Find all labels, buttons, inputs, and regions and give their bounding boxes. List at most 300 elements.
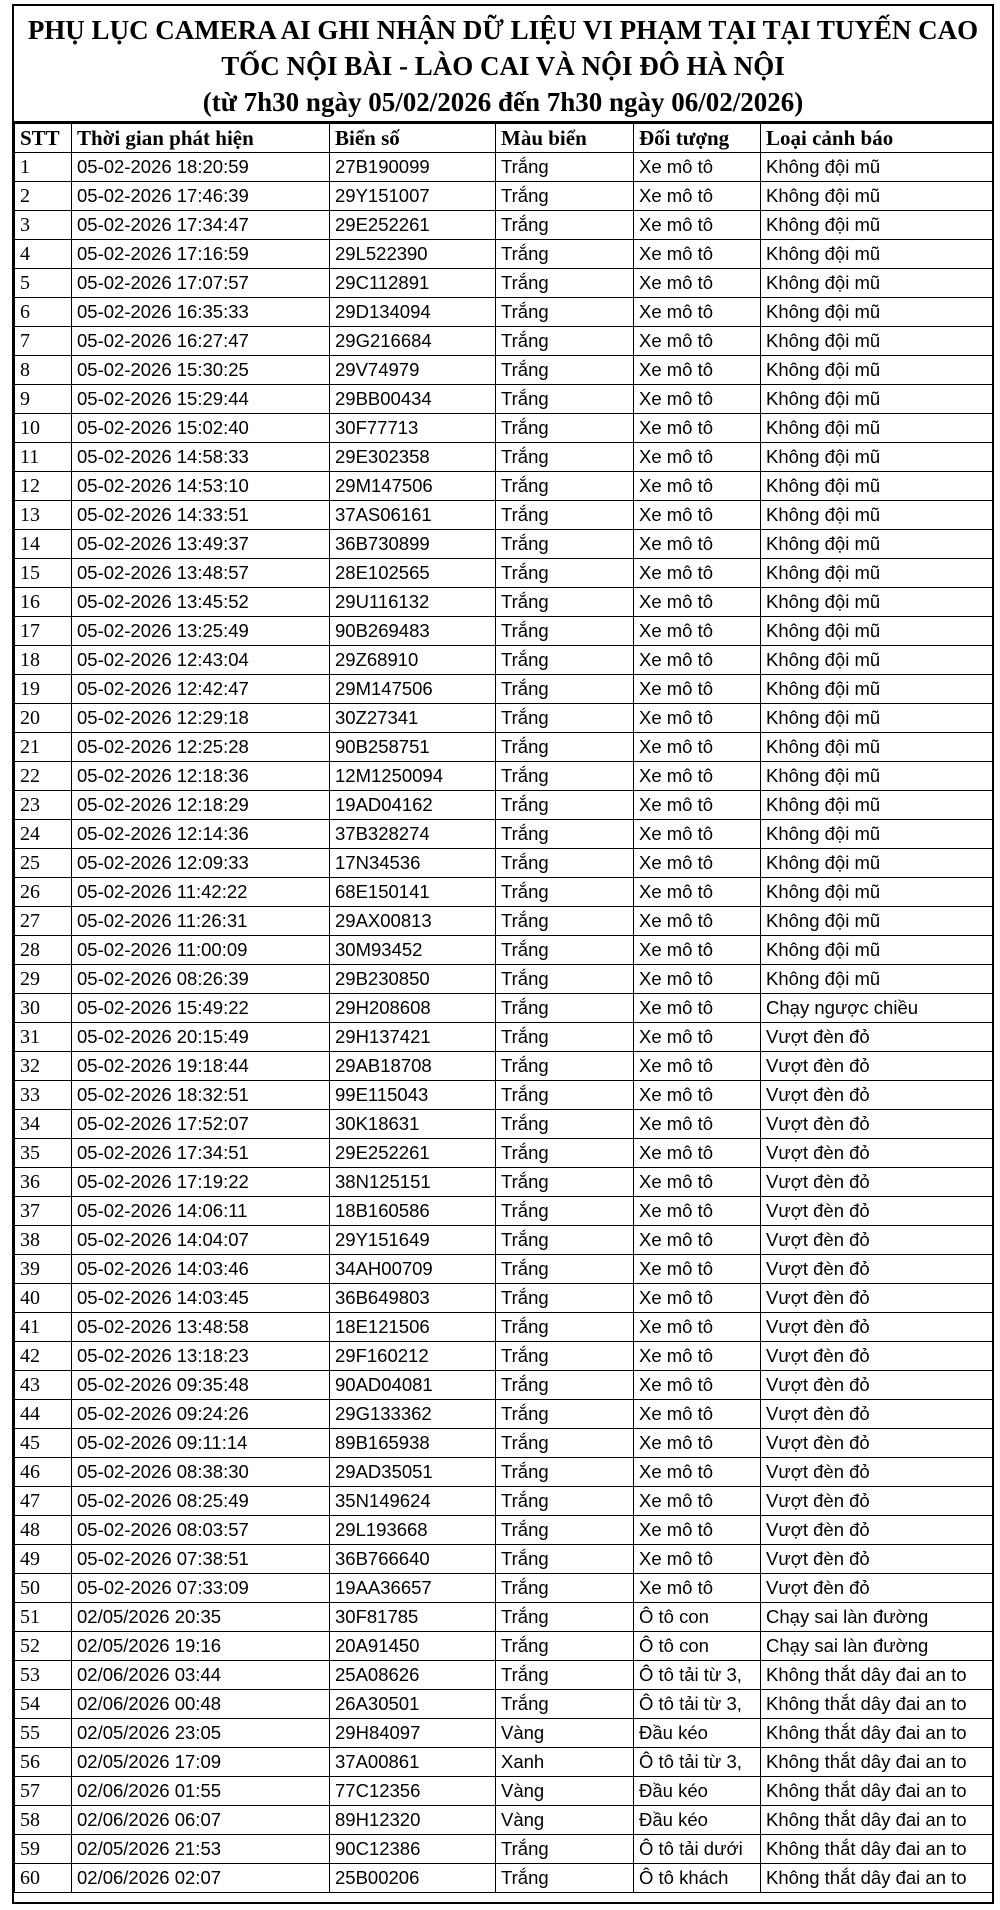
cell-plate-color: Trắng (496, 733, 634, 762)
cell-vehicle-type: Xe mô tô (634, 733, 761, 762)
cell-vehicle-type: Xe mô tô (634, 1139, 761, 1168)
header-plate-number: Biển số (330, 124, 496, 153)
table-row (15, 530, 993, 559)
cell-vehicle-type: Xe mô tô (634, 211, 761, 240)
table-row (15, 704, 993, 733)
cell-vehicle-type: Ô tô tải dưới (634, 1835, 761, 1864)
cell-plate-number: 90B258751 (330, 733, 496, 762)
cell-vehicle-type: Ô tô khách (634, 1864, 761, 1893)
cell-detection-time: 05-02-2026 16:27:47 (72, 327, 330, 356)
cell-warning-type: Vượt đèn đỏ (761, 1052, 993, 1081)
table-row (15, 1342, 993, 1371)
cell-stt: 10 (15, 414, 72, 443)
cell-stt: 38 (15, 1226, 72, 1255)
cell-plate-color: Trắng (496, 907, 634, 936)
cell-plate-color: Trắng (496, 617, 634, 646)
cell-stt: 14 (15, 530, 72, 559)
cell-plate-number: 26A30501 (330, 1690, 496, 1719)
cell-warning-type: Vượt đèn đỏ (761, 1371, 993, 1400)
cell-plate-number: 25B00206 (330, 1864, 496, 1893)
cell-plate-color: Trắng (496, 530, 634, 559)
cell-stt: 17 (15, 617, 72, 646)
cell-vehicle-type: Xe mô tô (634, 385, 761, 414)
cell-vehicle-type: Ô tô con (634, 1603, 761, 1632)
cell-warning-type: Không thắt dây đai an to (761, 1748, 993, 1777)
cell-vehicle-type: Xe mô tô (634, 1081, 761, 1110)
cell-plate-number: 20A91450 (330, 1632, 496, 1661)
table-row (15, 791, 993, 820)
cell-stt: 53 (15, 1661, 72, 1690)
cell-warning-type: Vượt đèn đỏ (761, 1400, 993, 1429)
table-row (15, 153, 993, 182)
table-row (15, 1574, 993, 1603)
cell-detection-time: 05-02-2026 08:38:30 (72, 1458, 330, 1487)
table-row (15, 443, 993, 472)
cell-warning-type: Không đội mũ (761, 878, 993, 907)
cell-warning-type: Không thắt dây đai an to (761, 1835, 993, 1864)
title-line-2: TỐC NỘI BÀI - LÀO CAI VÀ NỘI ĐÔ HÀ NỘI (221, 51, 785, 81)
cell-stt: 27 (15, 907, 72, 936)
table-row (15, 1603, 993, 1632)
cell-plate-number: 25A08626 (330, 1661, 496, 1690)
cell-stt: 11 (15, 443, 72, 472)
cell-plate-number: 29E252261 (330, 211, 496, 240)
cell-plate-number: 29Z68910 (330, 646, 496, 675)
cell-warning-type: Vượt đèn đỏ (761, 1197, 993, 1226)
cell-detection-time: 02/05/2026 21:53 (72, 1835, 330, 1864)
table-row (15, 820, 993, 849)
cell-plate-color: Trắng (496, 559, 634, 588)
cell-plate-color: Vàng (496, 1777, 634, 1806)
cell-plate-color: Trắng (496, 1487, 634, 1516)
cell-plate-color: Trắng (496, 1110, 634, 1139)
cell-detection-time: 05-02-2026 13:25:49 (72, 617, 330, 646)
cell-stt: 15 (15, 559, 72, 588)
cell-stt: 57 (15, 1777, 72, 1806)
cell-detection-time: 05-02-2026 11:42:22 (72, 878, 330, 907)
cell-plate-color: Trắng (496, 1168, 634, 1197)
cell-warning-type: Không đội mũ (761, 617, 993, 646)
cell-plate-number: 19AD04162 (330, 791, 496, 820)
cell-plate-color: Trắng (496, 1052, 634, 1081)
cell-vehicle-type: Xe mô tô (634, 298, 761, 327)
cell-detection-time: 05-02-2026 17:34:51 (72, 1139, 330, 1168)
cell-vehicle-type: Xe mô tô (634, 182, 761, 211)
cell-warning-type: Chạy sai làn đường (761, 1632, 993, 1661)
table-row (15, 356, 993, 385)
cell-vehicle-type: Xe mô tô (634, 1313, 761, 1342)
cell-vehicle-type: Xe mô tô (634, 501, 761, 530)
cell-detection-time: 05-02-2026 09:35:48 (72, 1371, 330, 1400)
cell-plate-color: Vàng (496, 1806, 634, 1835)
cell-plate-color: Trắng (496, 153, 634, 182)
table-row (15, 1429, 993, 1458)
table-row (15, 1835, 993, 1864)
cell-vehicle-type: Xe mô tô (634, 675, 761, 704)
cell-plate-color: Trắng (496, 327, 634, 356)
cell-warning-type: Không đội mũ (761, 414, 993, 443)
cell-vehicle-type: Xe mô tô (634, 1023, 761, 1052)
cell-plate-number: 29H208608 (330, 994, 496, 1023)
cell-stt: 32 (15, 1052, 72, 1081)
table-row (15, 1458, 993, 1487)
cell-detection-time: 05-02-2026 12:29:18 (72, 704, 330, 733)
cell-plate-color: Trắng (496, 1255, 634, 1284)
cell-vehicle-type: Xe mô tô (634, 443, 761, 472)
cell-vehicle-type: Xe mô tô (634, 1516, 761, 1545)
cell-detection-time: 05-02-2026 13:18:23 (72, 1342, 330, 1371)
cell-warning-type: Không thắt dây đai an to (761, 1690, 993, 1719)
cell-vehicle-type: Xe mô tô (634, 530, 761, 559)
cell-vehicle-type: Xe mô tô (634, 646, 761, 675)
cell-detection-time: 05-02-2026 20:15:49 (72, 1023, 330, 1052)
cell-plate-color: Trắng (496, 1313, 634, 1342)
table-row (15, 1632, 993, 1661)
cell-plate-number: 29H137421 (330, 1023, 496, 1052)
cell-plate-number: 37B328274 (330, 820, 496, 849)
cell-plate-number: 29L522390 (330, 240, 496, 269)
table-row (15, 1777, 993, 1806)
cell-detection-time: 05-02-2026 13:48:58 (72, 1313, 330, 1342)
cell-vehicle-type: Đầu kéo (634, 1719, 761, 1748)
table-row (15, 1748, 993, 1777)
cell-warning-type: Không đội mũ (761, 240, 993, 269)
cell-plate-number: 30Z27341 (330, 704, 496, 733)
cell-plate-number: 19AA36657 (330, 1574, 496, 1603)
table-row (15, 646, 993, 675)
table-row (15, 472, 993, 501)
cell-stt: 19 (15, 675, 72, 704)
cell-vehicle-type: Xe mô tô (634, 1226, 761, 1255)
cell-stt: 36 (15, 1168, 72, 1197)
cell-detection-time: 02/06/2026 00:48 (72, 1690, 330, 1719)
header-vehicle-type: Đối tượng (634, 124, 761, 153)
cell-stt: 58 (15, 1806, 72, 1835)
table-row (15, 1313, 993, 1342)
cell-detection-time: 05-02-2026 14:06:11 (72, 1197, 330, 1226)
table-row (15, 762, 993, 791)
cell-detection-time: 05-02-2026 13:49:37 (72, 530, 330, 559)
cell-vehicle-type: Xe mô tô (634, 588, 761, 617)
cell-vehicle-type: Xe mô tô (634, 1255, 761, 1284)
cell-plate-color: Trắng (496, 588, 634, 617)
table-row (15, 211, 993, 240)
cell-plate-color: Trắng (496, 1835, 634, 1864)
cell-stt: 13 (15, 501, 72, 530)
cell-stt: 46 (15, 1458, 72, 1487)
cell-plate-number: 89H12320 (330, 1806, 496, 1835)
cell-plate-color: Trắng (496, 1545, 634, 1574)
cell-detection-time: 05-02-2026 08:03:57 (72, 1516, 330, 1545)
cell-vehicle-type: Xe mô tô (634, 1110, 761, 1139)
cell-warning-type: Vượt đèn đỏ (761, 1458, 993, 1487)
cell-plate-color: Trắng (496, 1516, 634, 1545)
cell-detection-time: 02/06/2026 03:44 (72, 1661, 330, 1690)
cell-warning-type: Vượt đèn đỏ (761, 1313, 993, 1342)
cell-plate-color: Vàng (496, 1719, 634, 1748)
cell-vehicle-type: Xe mô tô (634, 472, 761, 501)
table-row (15, 1864, 993, 1893)
cell-plate-number: 29E252261 (330, 1139, 496, 1168)
cell-stt: 25 (15, 849, 72, 878)
cell-plate-number: 89B165938 (330, 1429, 496, 1458)
cell-plate-color: Trắng (496, 762, 634, 791)
cell-detection-time: 05-02-2026 18:20:59 (72, 153, 330, 182)
cell-plate-number: 77C12356 (330, 1777, 496, 1806)
table-row (15, 1516, 993, 1545)
cell-vehicle-type: Xe mô tô (634, 936, 761, 965)
cell-warning-type: Không đội mũ (761, 298, 993, 327)
cell-warning-type: Vượt đèn đỏ (761, 1081, 993, 1110)
cell-plate-color: Trắng (496, 878, 634, 907)
cell-stt: 24 (15, 820, 72, 849)
table-row (15, 182, 993, 211)
cell-plate-number: 30F81785 (330, 1603, 496, 1632)
cell-plate-color: Trắng (496, 1371, 634, 1400)
cell-stt: 16 (15, 588, 72, 617)
table-row (15, 1226, 993, 1255)
cell-warning-type: Không đội mũ (761, 907, 993, 936)
cell-stt: 6 (15, 298, 72, 327)
cell-vehicle-type: Xe mô tô (634, 994, 761, 1023)
cell-stt: 49 (15, 1545, 72, 1574)
cell-warning-type: Vượt đèn đỏ (761, 1284, 993, 1313)
cell-vehicle-type: Xe mô tô (634, 762, 761, 791)
cell-warning-type: Không đội mũ (761, 936, 993, 965)
cell-plate-number: 29U116132 (330, 588, 496, 617)
cell-stt: 47 (15, 1487, 72, 1516)
cell-warning-type: Vượt đèn đỏ (761, 1487, 993, 1516)
table-row (15, 907, 993, 936)
cell-plate-number: 30K18631 (330, 1110, 496, 1139)
cell-plate-number: 90AD04081 (330, 1371, 496, 1400)
table-row (15, 1110, 993, 1139)
cell-plate-number: 29AB18708 (330, 1052, 496, 1081)
cell-plate-color: Trắng (496, 1139, 634, 1168)
cell-plate-number: 90B269483 (330, 617, 496, 646)
table-row (15, 1255, 993, 1284)
cell-plate-number: 37A00861 (330, 1748, 496, 1777)
table-row (15, 298, 993, 327)
cell-detection-time: 05-02-2026 13:45:52 (72, 588, 330, 617)
cell-vehicle-type: Xe mô tô (634, 153, 761, 182)
cell-vehicle-type: Ô tô tải từ 3, (634, 1690, 761, 1719)
table-row (15, 1168, 993, 1197)
cell-plate-number: 30M93452 (330, 936, 496, 965)
cell-plate-number: 29AX00813 (330, 907, 496, 936)
cell-stt: 60 (15, 1864, 72, 1893)
table-row (15, 1371, 993, 1400)
cell-detection-time: 02/05/2026 20:35 (72, 1603, 330, 1632)
cell-plate-color: Trắng (496, 1458, 634, 1487)
cell-warning-type: Không đội mũ (761, 211, 993, 240)
table-row (15, 1400, 993, 1429)
cell-warning-type: Chạy ngược chiều (761, 994, 993, 1023)
cell-warning-type: Không đội mũ (761, 733, 993, 762)
cell-stt: 20 (15, 704, 72, 733)
cell-plate-color: Trắng (496, 1864, 634, 1893)
table-row (15, 559, 993, 588)
cell-stt: 30 (15, 994, 72, 1023)
cell-plate-color: Trắng (496, 994, 634, 1023)
cell-plate-number: 29Y151649 (330, 1226, 496, 1255)
cell-vehicle-type: Xe mô tô (634, 1197, 761, 1226)
cell-warning-type: Không đội mũ (761, 791, 993, 820)
cell-plate-color: Trắng (496, 675, 634, 704)
table-row (15, 936, 993, 965)
cell-plate-number: 30F77713 (330, 414, 496, 443)
cell-plate-number: 29L193668 (330, 1516, 496, 1545)
cell-warning-type: Không đội mũ (761, 762, 993, 791)
cell-plate-color: Trắng (496, 704, 634, 733)
cell-plate-number: 68E150141 (330, 878, 496, 907)
cell-plate-color: Trắng (496, 646, 634, 675)
cell-plate-number: 29Y151007 (330, 182, 496, 211)
table-row (15, 501, 993, 530)
cell-detection-time: 05-02-2026 18:32:51 (72, 1081, 330, 1110)
cell-plate-number: 29D134094 (330, 298, 496, 327)
cell-plate-number: 12M1250094 (330, 762, 496, 791)
cell-plate-color: Xanh (496, 1748, 634, 1777)
cell-warning-type: Không đội mũ (761, 153, 993, 182)
cell-stt: 41 (15, 1313, 72, 1342)
table-row (15, 1197, 993, 1226)
cell-detection-time: 05-02-2026 14:03:45 (72, 1284, 330, 1313)
cell-stt: 43 (15, 1371, 72, 1400)
cell-detection-time: 05-02-2026 08:25:49 (72, 1487, 330, 1516)
cell-warning-type: Không đội mũ (761, 588, 993, 617)
cell-warning-type: Vượt đèn đỏ (761, 1110, 993, 1139)
cell-vehicle-type: Ô tô tải từ 3, (634, 1748, 761, 1777)
cell-plate-number: 35N149624 (330, 1487, 496, 1516)
cell-detection-time: 05-02-2026 15:30:25 (72, 356, 330, 385)
cell-plate-number: 36B766640 (330, 1545, 496, 1574)
cell-detection-time: 02/06/2026 01:55 (72, 1777, 330, 1806)
cell-warning-type: Không đội mũ (761, 472, 993, 501)
cell-plate-number: 29V74979 (330, 356, 496, 385)
cell-plate-color: Trắng (496, 1574, 634, 1603)
table-row (15, 1690, 993, 1719)
cell-plate-color: Trắng (496, 356, 634, 385)
cell-plate-color: Trắng (496, 1197, 634, 1226)
cell-stt: 37 (15, 1197, 72, 1226)
header-plate-color: Màu biển (496, 124, 634, 153)
cell-vehicle-type: Đầu kéo (634, 1806, 761, 1835)
cell-vehicle-type: Xe mô tô (634, 617, 761, 646)
cell-detection-time: 05-02-2026 17:07:57 (72, 269, 330, 298)
cell-plate-number: 29F160212 (330, 1342, 496, 1371)
cell-vehicle-type: Xe mô tô (634, 240, 761, 269)
cell-plate-color: Trắng (496, 791, 634, 820)
cell-stt: 34 (15, 1110, 72, 1139)
cell-warning-type: Không đội mũ (761, 182, 993, 211)
table-row (15, 733, 993, 762)
table-row (15, 1719, 993, 1748)
cell-detection-time: 05-02-2026 12:25:28 (72, 733, 330, 762)
table-row (15, 1081, 993, 1110)
cell-plate-number: 29M147506 (330, 472, 496, 501)
violation-appendix-sheet (12, 4, 994, 1904)
cell-warning-type: Vượt đèn đỏ (761, 1429, 993, 1458)
cell-plate-number: 29AD35051 (330, 1458, 496, 1487)
cell-plate-color: Trắng (496, 182, 634, 211)
cell-warning-type: Không đội mũ (761, 501, 993, 530)
cell-stt: 9 (15, 385, 72, 414)
cell-plate-number: 90C12386 (330, 1835, 496, 1864)
cell-vehicle-type: Xe mô tô (634, 1574, 761, 1603)
table-row (15, 240, 993, 269)
cell-stt: 2 (15, 182, 72, 211)
cell-plate-color: Trắng (496, 965, 634, 994)
cell-stt: 55 (15, 1719, 72, 1748)
cell-warning-type: Không đội mũ (761, 704, 993, 733)
cell-vehicle-type: Ô tô con (634, 1632, 761, 1661)
cell-detection-time: 05-02-2026 17:46:39 (72, 182, 330, 211)
cell-detection-time: 05-02-2026 12:18:29 (72, 791, 330, 820)
cell-plate-number: 36B649803 (330, 1284, 496, 1313)
cell-vehicle-type: Xe mô tô (634, 1168, 761, 1197)
cell-warning-type: Chạy sai làn đường (761, 1603, 993, 1632)
cell-detection-time: 05-02-2026 17:19:22 (72, 1168, 330, 1197)
cell-detection-time: 05-02-2026 13:48:57 (72, 559, 330, 588)
cell-warning-type: Không đội mũ (761, 269, 993, 298)
cell-stt: 54 (15, 1690, 72, 1719)
cell-warning-type: Không đội mũ (761, 327, 993, 356)
cell-plate-number: 29B230850 (330, 965, 496, 994)
cell-stt: 1 (15, 153, 72, 182)
table-row (15, 1052, 993, 1081)
cell-warning-type: Vượt đèn đỏ (761, 1139, 993, 1168)
cell-plate-number: 38N125151 (330, 1168, 496, 1197)
cell-detection-time: 05-02-2026 15:02:40 (72, 414, 330, 443)
cell-warning-type: Không thắt dây đai an to (761, 1719, 993, 1748)
cell-stt: 4 (15, 240, 72, 269)
table-row (15, 617, 993, 646)
table-row (15, 385, 993, 414)
cell-stt: 21 (15, 733, 72, 762)
cell-plate-color: Trắng (496, 1226, 634, 1255)
cell-warning-type: Không đội mũ (761, 559, 993, 588)
cell-warning-type: Không đội mũ (761, 646, 993, 675)
cell-vehicle-type: Xe mô tô (634, 414, 761, 443)
cell-detection-time: 05-02-2026 16:35:33 (72, 298, 330, 327)
cell-vehicle-type: Xe mô tô (634, 1284, 761, 1313)
cell-plate-number: 99E115043 (330, 1081, 496, 1110)
cell-detection-time: 05-02-2026 17:52:07 (72, 1110, 330, 1139)
cell-plate-color: Trắng (496, 1023, 634, 1052)
cell-warning-type: Không đội mũ (761, 443, 993, 472)
cell-plate-color: Trắng (496, 240, 634, 269)
cell-vehicle-type: Xe mô tô (634, 1052, 761, 1081)
cell-stt: 35 (15, 1139, 72, 1168)
cell-plate-color: Trắng (496, 1081, 634, 1110)
table-row (15, 965, 993, 994)
header-warning-type: Loại cảnh báo (761, 124, 993, 153)
cell-plate-color: Trắng (496, 1429, 634, 1458)
cell-vehicle-type: Xe mô tô (634, 356, 761, 385)
cell-warning-type: Vượt đèn đỏ (761, 1545, 993, 1574)
cell-plate-color: Trắng (496, 385, 634, 414)
cell-stt: 5 (15, 269, 72, 298)
cell-vehicle-type: Xe mô tô (634, 559, 761, 588)
cell-stt: 59 (15, 1835, 72, 1864)
cell-detection-time: 05-02-2026 07:38:51 (72, 1545, 330, 1574)
cell-stt: 12 (15, 472, 72, 501)
cell-warning-type: Không thắt dây đai an to (761, 1661, 993, 1690)
cell-plate-number: 36B730899 (330, 530, 496, 559)
cell-detection-time: 02/05/2026 23:05 (72, 1719, 330, 1748)
cell-vehicle-type: Xe mô tô (634, 1545, 761, 1574)
